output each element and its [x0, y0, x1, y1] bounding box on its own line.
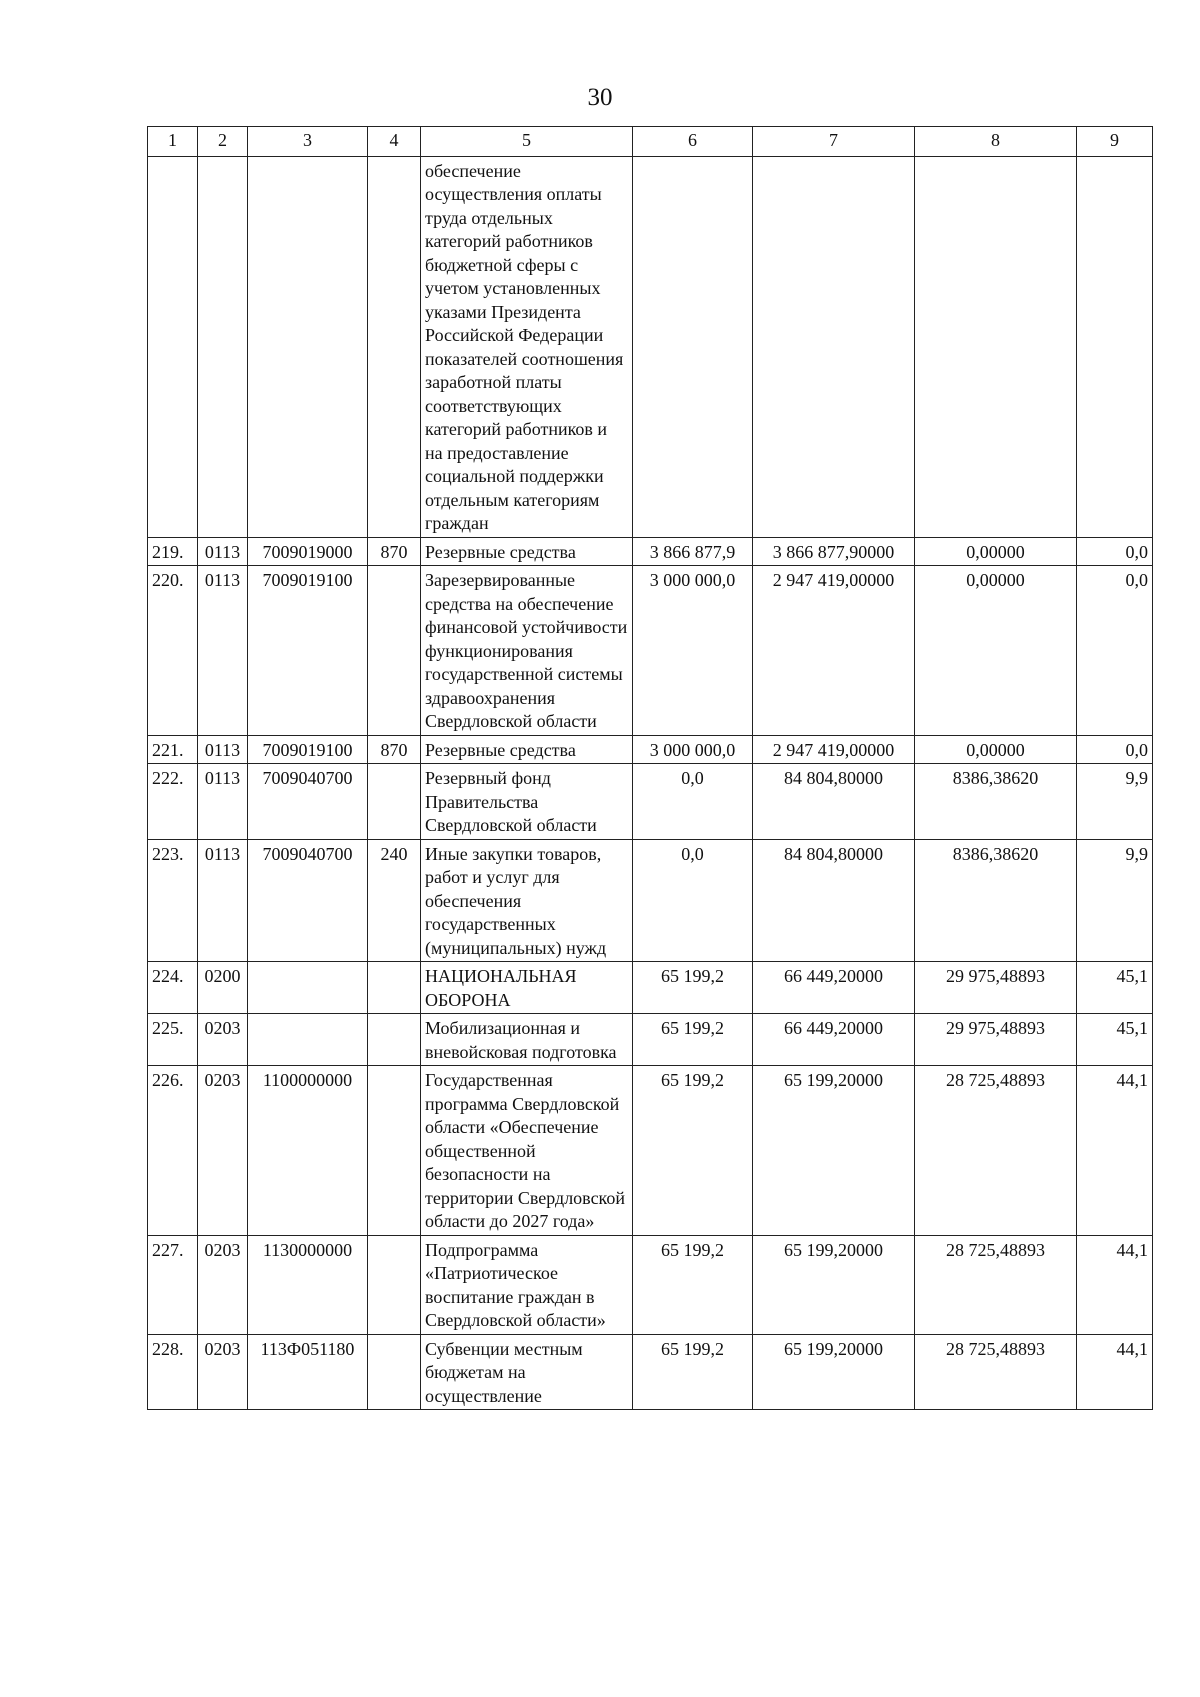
section-code — [198, 156, 248, 537]
target-item-code: 7009040700 — [248, 839, 368, 962]
row-number: 228. — [148, 1334, 198, 1410]
section-code: 0113 — [198, 839, 248, 962]
executed-amount: 29 975,48893 — [915, 962, 1077, 1014]
item-name: Подпрограмма «Патриотическое воспитание граждан в Свердловской области» — [421, 1235, 633, 1334]
expense-type-code: 870 — [368, 537, 421, 566]
planned-amount: 3 866 877,9 — [633, 537, 753, 566]
expense-type-code — [368, 1235, 421, 1334]
execution-percent — [1077, 156, 1153, 537]
executed-amount — [915, 156, 1077, 537]
updated-amount: 2 947 419,00000 — [753, 735, 915, 764]
expense-type-code: 240 — [368, 839, 421, 962]
budget-table — [147, 126, 1153, 1410]
table-row — [148, 1066, 1153, 1236]
updated-amount: 66 449,20000 — [753, 1014, 915, 1066]
updated-amount: 65 199,20000 — [753, 1235, 915, 1334]
target-item-code — [248, 1014, 368, 1066]
planned-amount: 65 199,2 — [633, 1334, 753, 1410]
expense-type-code — [368, 1066, 421, 1236]
execution-percent: 45,1 — [1077, 962, 1153, 1014]
column-header: 5 — [421, 127, 633, 157]
table-row — [148, 764, 1153, 840]
updated-amount: 3 866 877,90000 — [753, 537, 915, 566]
planned-amount — [633, 156, 753, 537]
executed-amount: 28 725,48893 — [915, 1066, 1077, 1236]
section-code: 0113 — [198, 566, 248, 736]
expense-type-code — [368, 764, 421, 840]
updated-amount: 66 449,20000 — [753, 962, 915, 1014]
planned-amount: 65 199,2 — [633, 962, 753, 1014]
executed-amount: 8386,38620 — [915, 764, 1077, 840]
updated-amount: 2 947 419,00000 — [753, 566, 915, 736]
target-item-code: 1130000000 — [248, 1235, 368, 1334]
expense-type-code — [368, 1014, 421, 1066]
column-header: 1 — [148, 127, 198, 157]
page-number: 30 — [587, 84, 613, 111]
target-item-code: 7009019000 — [248, 537, 368, 566]
row-number — [148, 156, 198, 537]
planned-amount: 65 199,2 — [633, 1066, 753, 1236]
execution-percent: 45,1 — [1077, 1014, 1153, 1066]
section-code: 0113 — [198, 764, 248, 840]
table-row — [148, 962, 1153, 1014]
item-name: Иные закупки товаров, работ и услуг для обеспечения государственных (муниципальных) нужд — [421, 839, 633, 962]
row-number: 227. — [148, 1235, 198, 1334]
table-row — [148, 1014, 1153, 1066]
item-name: Мобилизационная и вневойсковая подготовка — [421, 1014, 633, 1066]
item-name: Зарезервированные средства на обеспечение финансовой устойчивости функционирования государственной системы здравоохранения Свердловской области — [421, 566, 633, 736]
updated-amount: 65 199,20000 — [753, 1066, 915, 1236]
table-row — [148, 566, 1153, 736]
execution-percent: 44,1 — [1077, 1066, 1153, 1236]
item-name: НАЦИОНАЛЬНАЯ ОБОРОНА — [421, 962, 633, 1014]
executed-amount: 28 725,48893 — [915, 1334, 1077, 1410]
target-item-code: 113Ф051180 — [248, 1334, 368, 1410]
table-row — [148, 537, 1153, 566]
table-row — [148, 839, 1153, 962]
execution-percent: 9,9 — [1077, 839, 1153, 962]
section-code: 0203 — [198, 1235, 248, 1334]
execution-percent: 0,0 — [1077, 537, 1153, 566]
table-row — [148, 735, 1153, 764]
column-header: 2 — [198, 127, 248, 157]
planned-amount: 65 199,2 — [633, 1235, 753, 1334]
execution-percent: 44,1 — [1077, 1235, 1153, 1334]
execution-percent: 0,0 — [1077, 735, 1153, 764]
column-header: 3 — [248, 127, 368, 157]
column-header: 4 — [368, 127, 421, 157]
expense-type-code — [368, 156, 421, 537]
planned-amount: 3 000 000,0 — [633, 735, 753, 764]
execution-percent: 44,1 — [1077, 1334, 1153, 1410]
executed-amount: 0,00000 — [915, 566, 1077, 736]
updated-amount: 84 804,80000 — [753, 839, 915, 962]
target-item-code: 7009040700 — [248, 764, 368, 840]
column-header: 6 — [633, 127, 753, 157]
updated-amount: 65 199,20000 — [753, 1334, 915, 1410]
row-number: 222. — [148, 764, 198, 840]
expense-type-code — [368, 962, 421, 1014]
updated-amount — [753, 156, 915, 537]
column-header: 9 — [1077, 127, 1153, 157]
item-name: обеспечение осуществления оплаты труда отдельных категорий работников бюджетной сферы с учетом установленных указами Президента Российской Федерации показателей соотношения заработной платы соответствующих категорий работников и на предоставление социальной поддержки отдельным категориям граждан — [421, 156, 633, 537]
row-number: 219. — [148, 537, 198, 566]
row-number: 226. — [148, 1066, 198, 1236]
target-item-code: 7009019100 — [248, 566, 368, 736]
planned-amount: 0,0 — [633, 764, 753, 840]
section-code: 0113 — [198, 735, 248, 764]
row-number: 224. — [148, 962, 198, 1014]
executed-amount: 28 725,48893 — [915, 1235, 1077, 1334]
planned-amount: 3 000 000,0 — [633, 566, 753, 736]
column-header: 8 — [915, 127, 1077, 157]
table-row — [148, 1235, 1153, 1334]
row-number: 225. — [148, 1014, 198, 1066]
updated-amount: 84 804,80000 — [753, 764, 915, 840]
expense-type-code — [368, 1334, 421, 1410]
section-code: 0200 — [198, 962, 248, 1014]
table-body — [148, 156, 1153, 1410]
executed-amount: 8386,38620 — [915, 839, 1077, 962]
row-number: 221. — [148, 735, 198, 764]
item-name: Государственная программа Свердловской области «Обеспечение общественной безопасности на территории Свердловской области до 2027 года» — [421, 1066, 633, 1236]
executed-amount: 0,00000 — [915, 735, 1077, 764]
item-name: Субвенции местным бюджетам на осуществление — [421, 1334, 633, 1410]
execution-percent: 0,0 — [1077, 566, 1153, 736]
target-item-code — [248, 156, 368, 537]
section-code: 0203 — [198, 1066, 248, 1236]
expense-type-code — [368, 566, 421, 736]
target-item-code — [248, 962, 368, 1014]
row-number: 220. — [148, 566, 198, 736]
column-header: 7 — [753, 127, 915, 157]
column-number-row — [148, 127, 1153, 157]
target-item-code: 1100000000 — [248, 1066, 368, 1236]
planned-amount: 65 199,2 — [633, 1014, 753, 1066]
execution-percent: 9,9 — [1077, 764, 1153, 840]
executed-amount: 0,00000 — [915, 537, 1077, 566]
section-code: 0203 — [198, 1334, 248, 1410]
row-number: 223. — [148, 839, 198, 962]
table-row — [148, 156, 1153, 537]
expense-type-code: 870 — [368, 735, 421, 764]
executed-amount: 29 975,48893 — [915, 1014, 1077, 1066]
table-row — [148, 1334, 1153, 1410]
planned-amount: 0,0 — [633, 839, 753, 962]
section-code: 0113 — [198, 537, 248, 566]
item-name: Резервные средства — [421, 537, 633, 566]
target-item-code: 7009019100 — [248, 735, 368, 764]
section-code: 0203 — [198, 1014, 248, 1066]
item-name: Резервные средства — [421, 735, 633, 764]
item-name: Резервный фонд Правительства Свердловской области — [421, 764, 633, 840]
